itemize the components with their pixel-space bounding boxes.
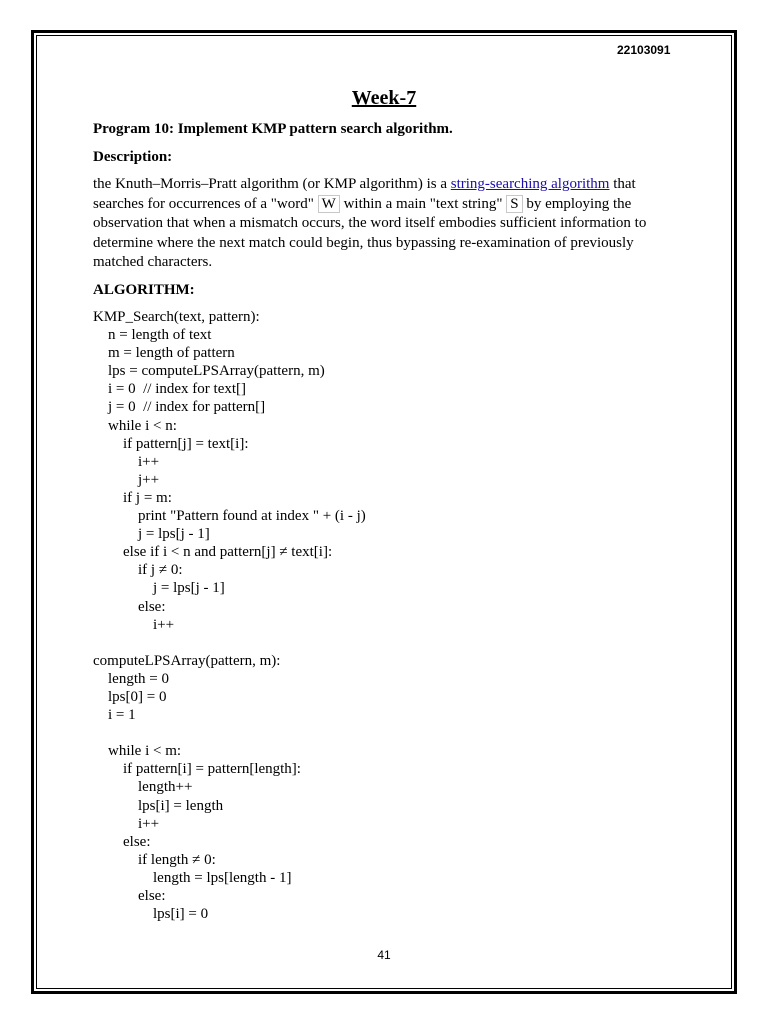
code-line: lps[0] = 0 [93,688,167,705]
code-line: lps = computeLPSArray(pattern, m) [93,363,325,380]
code-line: if pattern[i] = pattern[length]: [93,761,301,778]
code-line: i++ [93,616,175,633]
code-line: i++ [93,453,160,470]
code-line: else: [93,598,166,615]
code-line: length = 0 [93,670,169,687]
code-line: else: [93,833,151,850]
code-line [93,724,366,742]
code-line: m = length of pattern [93,345,235,362]
code-line: lps[i] = length [93,797,224,814]
code-line: if length ≠ 0: [93,851,216,868]
code-line: i = 1 [93,707,136,724]
code-line: length = lps[length - 1] [93,869,292,886]
string-searching-link[interactable]: string-searching algorithm [450,176,610,192]
description-paragraph [93,175,673,273]
code-line: j = lps[j - 1] [93,526,210,543]
code-line: j = 0 // index for pattern[] [93,399,266,416]
code-line: if j = m: [93,489,172,506]
algorithm-heading: ALGORITHM: [93,282,195,298]
code-line [93,634,366,652]
word-variable: W [318,195,340,213]
week-title: Week-7 [351,87,417,109]
code-line: j++ [93,471,160,488]
description-text-1: the Knuth–Morris–Pratt algorithm (or KMP algorithm) is a [93,176,451,192]
description-heading: Description: [93,149,173,165]
code-line: i++ [93,815,160,832]
code-line: j = lps[j - 1] [93,580,225,597]
code-line: if j ≠ 0: [93,562,183,579]
text-variable: S [506,195,522,213]
description-text-2: that searches for occurrences of a "word" [93,176,636,212]
code-line: length++ [93,779,193,796]
program-title: Program 10: Implement KMP pattern search algorithm. [93,121,453,137]
code-line: else if i < n and pattern[j] ≠ text[i]: [93,544,333,561]
code-line: while i < m: [93,743,182,760]
code-line: n = length of text [93,327,212,344]
roll-number: 22103091 [617,43,671,57]
code-line: computeLPSArray(pattern, m): [93,652,281,669]
code-line: lps[i] = 0 [93,906,209,923]
code-line: i = 0 // index for text[] [93,381,247,398]
description-text-3: within a main "text string" [339,195,507,212]
description-text-4: by employing the observation that when a mismatch occurs, the word itself embodies sufficient information to determine where the next match could begin, thus bypassing re-examination of previously matched characters. [93,195,647,270]
algorithm-code-block [93,308,366,923]
code-line: KMP_Search(text, pattern): [93,309,260,325]
code-line: print "Pattern found at index " + (i - j) [93,508,366,525]
code-line: while i < n: [93,417,177,434]
code-line: if pattern[j] = text[i]: [93,435,249,452]
code-line: else: [93,888,166,904]
page-number: 41 [377,948,391,962]
